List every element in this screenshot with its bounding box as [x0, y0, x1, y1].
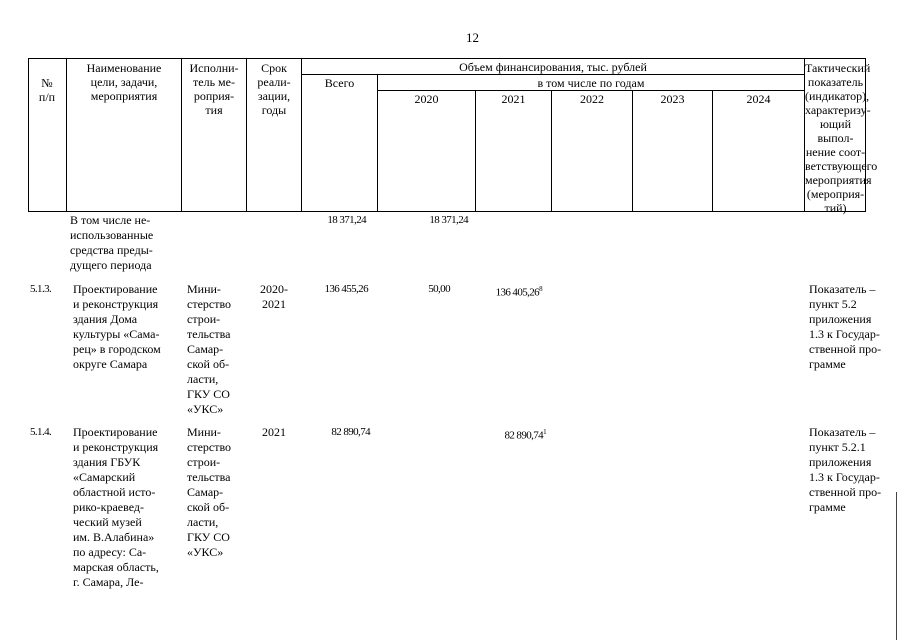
- row-2-term: 2021: [262, 425, 286, 439]
- row-0-name: В том числе не- использованные средства преды- дущего периода: [70, 213, 154, 272]
- header-by-years: в том числе по годам: [537, 76, 645, 90]
- row-1-term: 2020- 2021: [260, 282, 288, 311]
- row-1-total: 136 455,26: [324, 283, 368, 295]
- row-2-name: Проектирование и реконструкция здания ГБУК «Самарский областной исто- рико-краевед- ческий музей им. В.Алабина» по адресу: Са- марская область, г. Самара, Ле-: [73, 425, 159, 589]
- row-1-indicator: Показатель – пункт 5.2 приложения 1.3 к Государ- ственной про- грамме: [809, 282, 882, 371]
- header-year-2020: 2020: [414, 92, 439, 106]
- header-total: Всего: [324, 76, 355, 90]
- row-2-indicator: Показатель – пункт 5.2.1 приложения 1.3 к Государ- ственной про- грамме: [809, 425, 882, 514]
- header-year-2024: 2024: [746, 92, 771, 106]
- row-1-2021: 136 405,26$^8$: [495, 285, 542, 299]
- scan-edge-line: [896, 492, 897, 640]
- col-divider: [632, 90, 633, 212]
- row-0-2020: 18 371,24: [429, 214, 468, 226]
- col-divider: [475, 90, 476, 212]
- row-1-2020: 50,00: [428, 283, 450, 295]
- header-name: Наименование цели, задачи, мероприятия: [86, 61, 162, 103]
- header-year-2022: 2022: [580, 92, 604, 106]
- row-1-name: Проектирование и реконструкция здания Дома культуры «Сама- рец» в городском округе Самара: [73, 282, 161, 371]
- footnote-mark: 8: [539, 285, 542, 293]
- row-2-total: 82 890,74: [331, 426, 370, 438]
- header-term: Срок реали- зации, годы: [257, 61, 291, 117]
- header-num: № п/п: [38, 76, 56, 104]
- col-divider: [712, 90, 713, 212]
- header-year-2023: 2023: [660, 92, 685, 106]
- header-funding: Объем финансирования, тыс. рублей: [459, 60, 647, 74]
- row-0-total: 18 371,24: [327, 214, 366, 226]
- row-1-executor: Мини- стерство строи- тельства Самар- ской об- ласти, ГКУ СО «УКС»: [187, 282, 232, 416]
- footnote-mark: 1: [543, 428, 546, 436]
- page-number: 12: [466, 30, 479, 45]
- row-divider: [301, 74, 804, 75]
- row-2-2021: 82 890,74$^1$: [504, 428, 546, 442]
- col-divider: [551, 90, 552, 212]
- header-executor: Исполни- тель ме- роприя- тия: [189, 61, 239, 117]
- row-divider: [377, 90, 804, 91]
- header-indicator: Тактический показатель (индикатор), характеризу- ющий выпол- нение соот- ветствующего мероприятия (мероприя- тий): [805, 61, 878, 215]
- header-year-2021: 2021: [501, 92, 526, 106]
- row-1-num: 5.1.3.: [30, 283, 52, 295]
- row-2-executor: Мини- стерство строи- тельства Самар- ской об- ласти, ГКУ СО «УКС»: [187, 425, 232, 559]
- row-2-num: 5.1.4.: [30, 426, 52, 438]
